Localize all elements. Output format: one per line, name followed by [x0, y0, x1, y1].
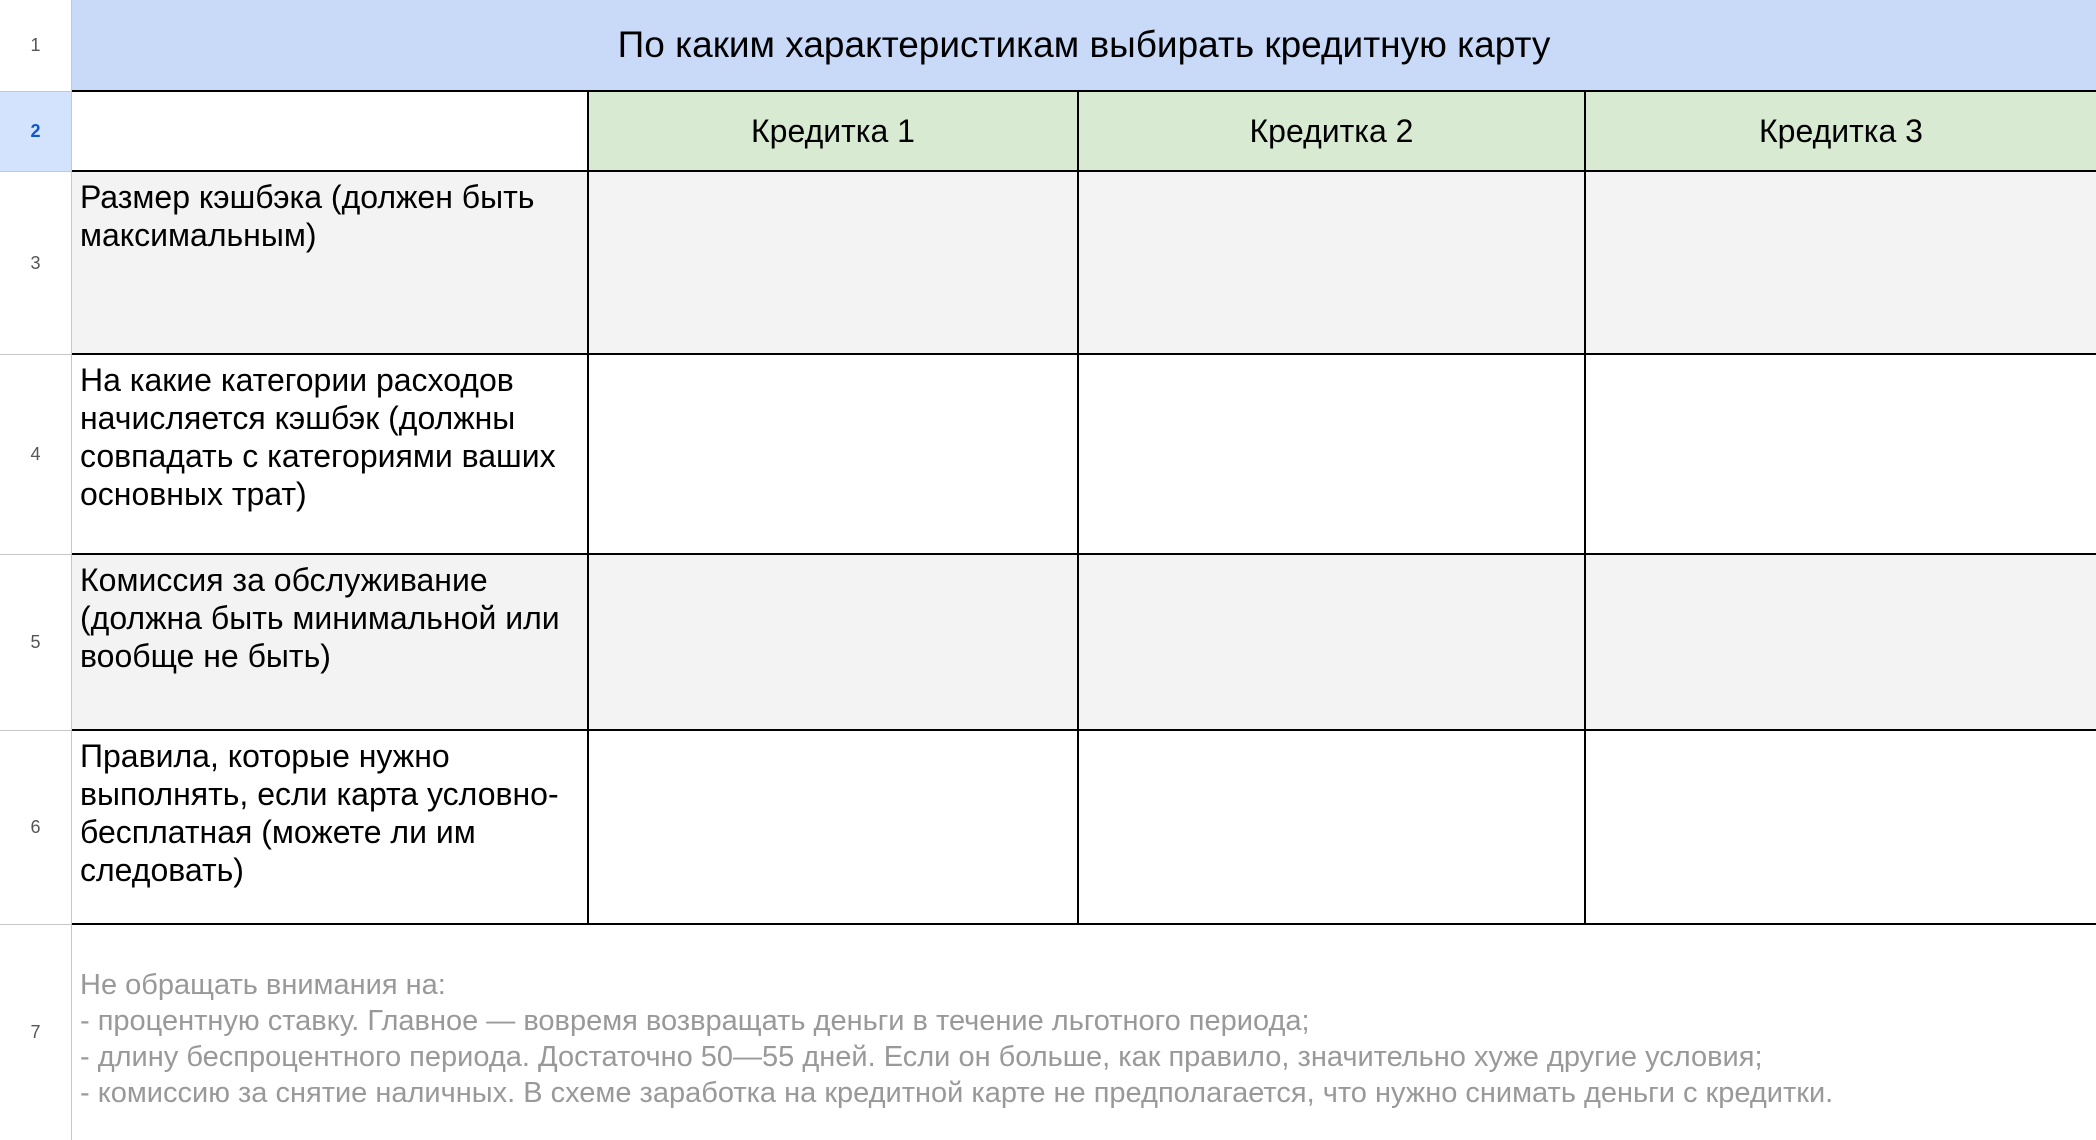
row-header-7[interactable]: 7 [0, 925, 72, 1140]
header-empty-cell[interactable] [72, 92, 589, 172]
value-cell-r5-c2[interactable] [1079, 555, 1586, 731]
row-header-6[interactable]: 6 [0, 731, 72, 925]
row-6 [0, 731, 2096, 925]
value-cell-r3-c1[interactable] [589, 172, 1079, 355]
row-7 [0, 925, 2096, 1140]
value-cell-r6-c1[interactable] [589, 731, 1079, 925]
row-3 [0, 172, 2096, 355]
column-header-card-3[interactable]: Кредитка 3 [1586, 92, 2096, 172]
value-cell-r6-c3[interactable] [1586, 731, 2096, 925]
note-interest-rate: - процентную ставку. Главное — вовремя возвращать деньги в течение льготного периода; [80, 1005, 1310, 1037]
row-2 [0, 92, 2096, 172]
row-5 [0, 555, 2096, 731]
row-header-4[interactable]: 4 [0, 355, 72, 555]
row-header-2[interactable]: 2 [0, 92, 72, 172]
note-cash-withdrawal: - комиссию за снятие наличных. В схеме заработка на кредитной карте не предполагается, что нужно снимать деньги с кредитки. [80, 1077, 1834, 1109]
value-cell-r6-c2[interactable] [1079, 731, 1586, 925]
value-cell-r3-c3[interactable] [1586, 172, 2096, 355]
row-header-1[interactable]: 1 [0, 0, 72, 92]
row-4 [0, 355, 2096, 555]
value-cell-r5-c3[interactable] [1586, 555, 2096, 731]
column-header-card-2[interactable]: Кредитка 2 [1079, 92, 1586, 172]
value-cell-r3-c2[interactable] [1079, 172, 1586, 355]
row-header-3[interactable]: 3 [0, 172, 72, 355]
note-grace-period: - длину беспроцентного периода. Достаточно 50—55 дней. Если он больше, как правило, значительно хуже другие условия; [80, 1041, 1763, 1073]
criterion-cashback-categories[interactable]: На какие категории расходов начисляется кэшбэк (должны совпадать с категориями ваших основных трат) [72, 355, 589, 555]
value-cell-r4-c3[interactable] [1586, 355, 2096, 555]
notes-heading: Не обращать внимания на: [80, 969, 446, 1001]
criterion-cashback-size[interactable]: Размер кэшбэка (должен быть максимальным) [72, 172, 589, 355]
row-1 [0, 0, 2096, 92]
column-header-card-1[interactable]: Кредитка 1 [589, 92, 1079, 172]
notes-cell[interactable] [72, 925, 2096, 1140]
value-cell-r4-c1[interactable] [589, 355, 1079, 555]
title-cell[interactable]: По каким характеристикам выбирать кредитную карту [72, 0, 2096, 92]
value-cell-r4-c2[interactable] [1079, 355, 1586, 555]
criterion-free-card-rules[interactable]: Правила, которые нужно выполнять, если карта условно-бесплатная (можете ли им следовать) [72, 731, 589, 925]
criterion-service-fee[interactable]: Комиссия за обслуживание (должна быть минимальной или вообще не быть) [72, 555, 589, 731]
value-cell-r5-c1[interactable] [589, 555, 1079, 731]
row-header-5[interactable]: 5 [0, 555, 72, 731]
